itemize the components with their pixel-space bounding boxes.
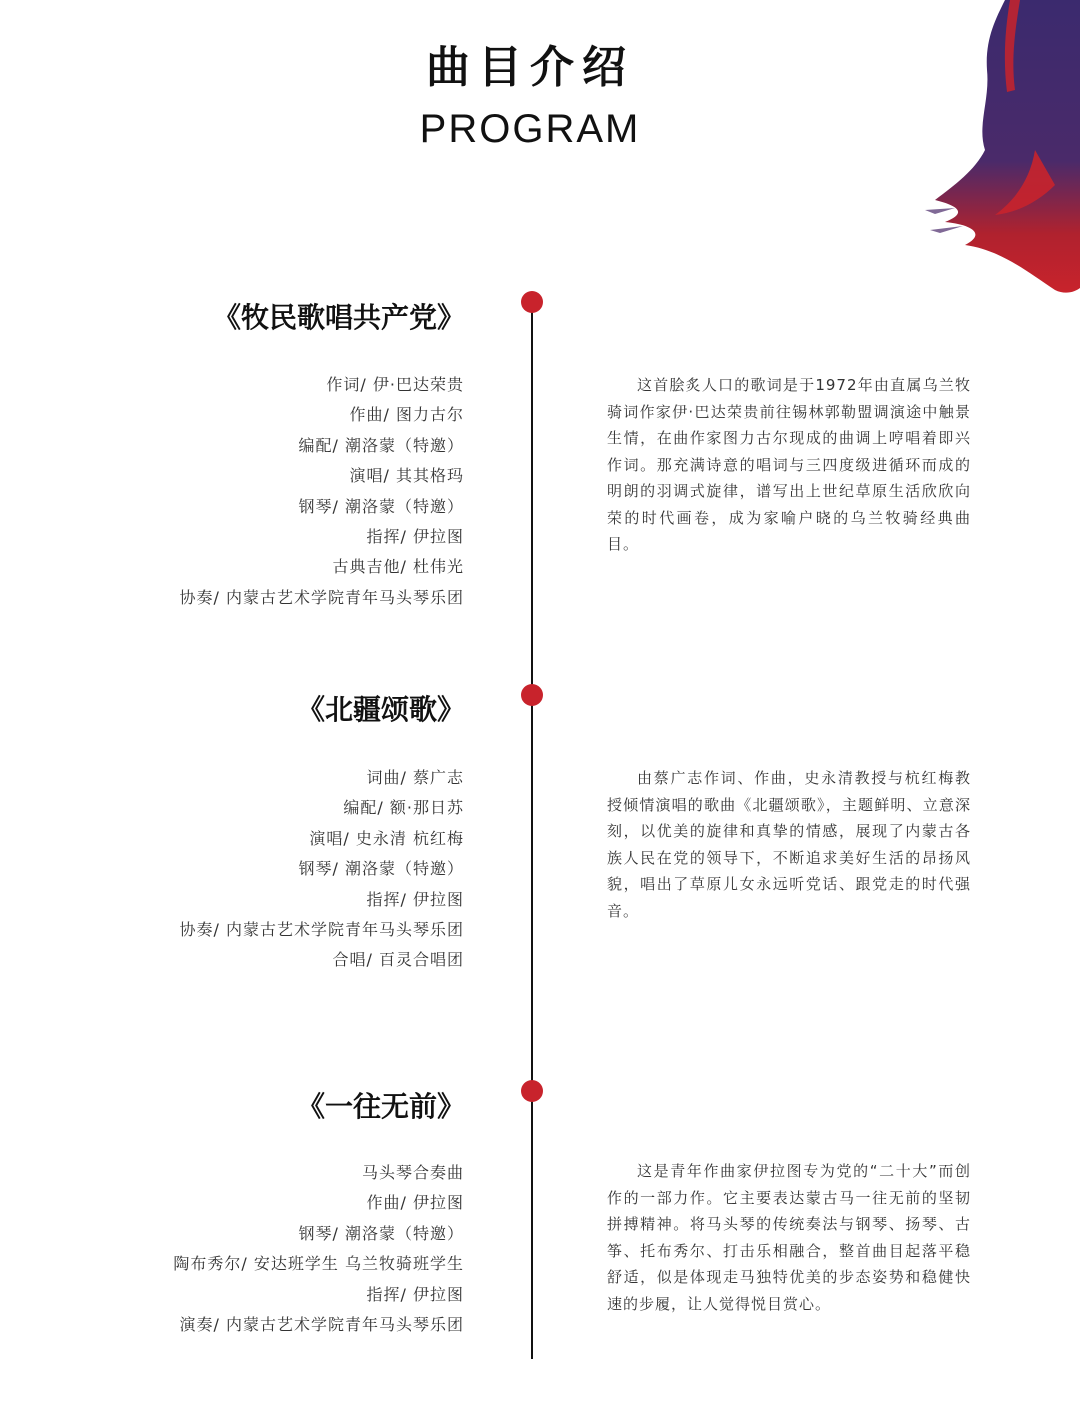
credit-line: 钢琴/ 潮洛蒙（特邀） <box>298 1223 464 1243</box>
song-description: 这首脍炙人口的歌词是于1972年由直属乌兰牧骑词作家伊·巴达荣贵前往锡林郭勒盟调演途中触景生情，在曲作家图力古尔现成的曲调上哼唱着即兴作词。那充满诗意的唱词与三四度级进循环而成的明朗的羽调式旋律，谱写出上世纪草原生活欣欣向荣的时代画卷，成为家喻户晓的乌兰牧骑经典曲目。 <box>607 376 971 553</box>
song-title: 《牧民歌唱共产党》 <box>212 301 465 334</box>
credit-line: 钢琴/ 潮洛蒙（特邀） <box>298 496 464 516</box>
credit-line: 演奏/ 内蒙古艺术学院青年马头琴乐团 <box>179 1314 464 1334</box>
timeline-dot <box>521 291 543 313</box>
credit-line: 古典吉他/ 杜伟光 <box>332 557 464 577</box>
page-header <box>0 40 1060 154</box>
song-description: 由蔡广志作词、作曲，史永清教授与杭红梅教授倾情演唱的歌曲《北疆颂歌》，主题鲜明、立意深刻，以优美的旋律和真挚的情感，展现了内蒙古各族人民在党的领导下，不断追求美好生活的昂扬风貌，唱出了草原儿女永远听党话、跟党走的时代强音。 <box>607 769 971 920</box>
timeline-dot <box>521 1080 543 1102</box>
credit-line: 编配/ 额·那日苏 <box>343 798 464 818</box>
credit-line: 协奏/ 内蒙古艺术学院青年马头琴乐团 <box>179 587 464 607</box>
credit-line: 作曲/ 伊拉图 <box>366 1193 464 1213</box>
page-title: 曲目介绍 <box>426 42 634 93</box>
timeline-line <box>531 301 533 1359</box>
credit-line: 马头琴合奏曲 <box>361 1163 464 1182</box>
credit-line: 编配/ 潮洛蒙（特邀） <box>298 435 464 455</box>
credit-line: 演唱/ 史永清 杭红梅 <box>309 828 464 848</box>
credit-line: 钢琴/ 潮洛蒙（特邀） <box>298 859 464 879</box>
credit-line: 指挥/ 伊拉图 <box>366 889 464 909</box>
song-title: 《一往无前》 <box>296 1090 465 1123</box>
credit-line: 词曲/ 蔡广志 <box>366 768 464 787</box>
credit-line: 指挥/ 伊拉图 <box>366 1284 464 1304</box>
credit-line: 演唱/ 其其格玛 <box>349 466 464 486</box>
song-credits <box>180 370 464 613</box>
credit-line: 作曲/ 图力古尔 <box>349 405 464 425</box>
timeline-dot <box>521 684 543 706</box>
credit-line: 作词/ 伊·巴达荣贵 <box>326 375 464 394</box>
credit-line: 合唱/ 百灵合唱团 <box>332 950 464 970</box>
song-description: 这是青年作曲家伊拉图专为党的“二十大”而创作的一部力作。它主要表达蒙古马一往无前的坚韧拼搏精神。将马头琴的传统奏法与钢琴、扬琴、古筝、托布秀尔、打击乐相融合，整首曲目起落平稳舒适，似是体现走马独特优美的步态姿势和稳健快速的步履，让人觉得悦目赏心。 <box>607 1162 971 1313</box>
song-title: 《北疆颂歌》 <box>296 693 465 726</box>
song-credits <box>173 1158 464 1340</box>
credit-line: 陶布秀尔/ 安达班学生 乌兰牧骑班学生 <box>173 1254 464 1274</box>
credit-line: 指挥/ 伊拉图 <box>366 526 464 546</box>
song-credits <box>180 763 464 976</box>
page-subtitle: PROGRAM <box>419 107 641 151</box>
credit-line: 协奏/ 内蒙古艺术学院青年马头琴乐团 <box>179 919 464 939</box>
